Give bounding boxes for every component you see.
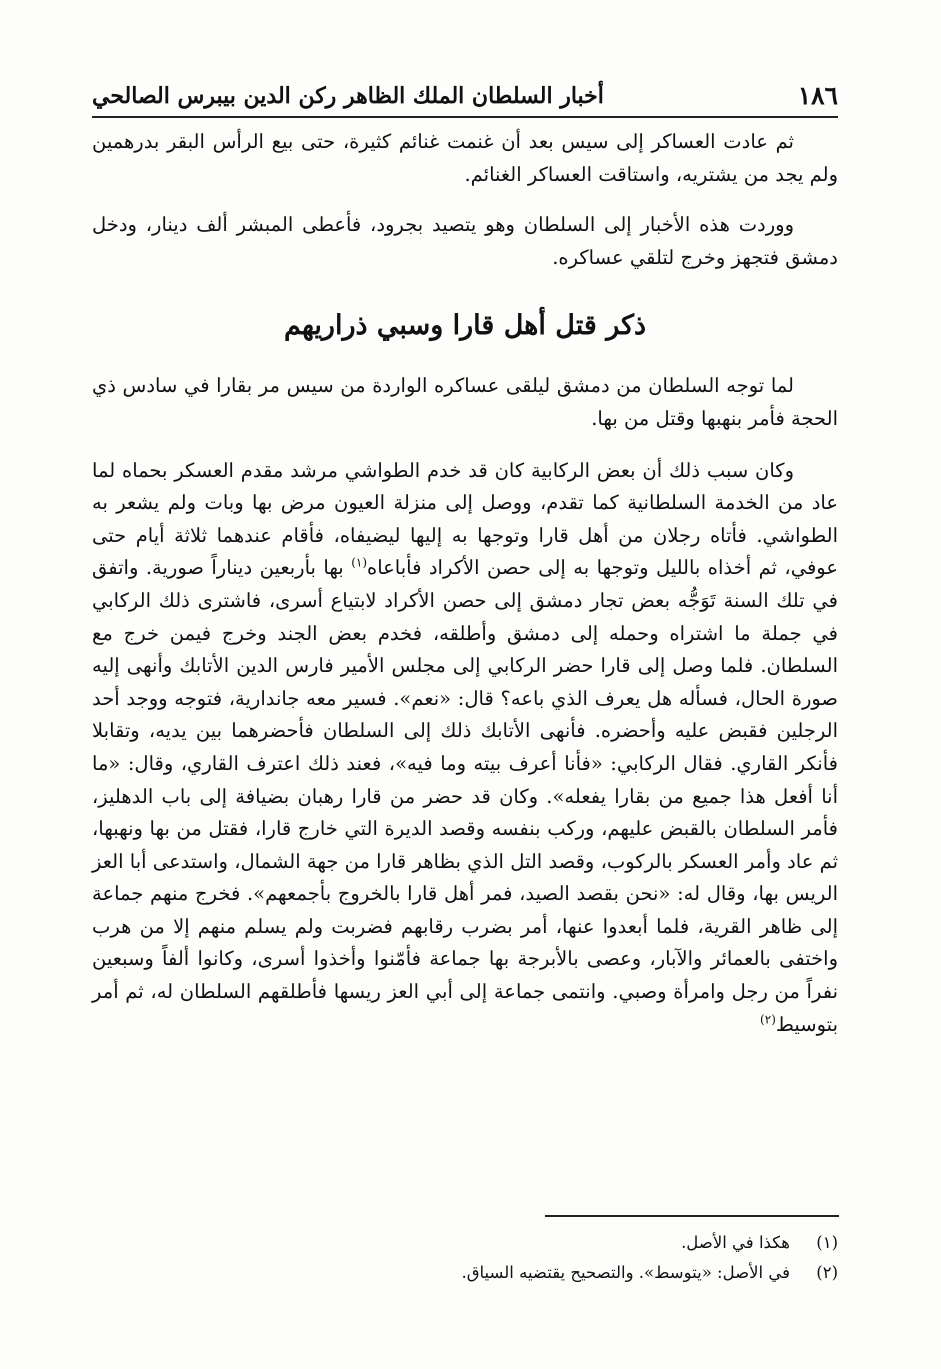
footnotes bbox=[300, 1228, 838, 1288]
paragraph bbox=[92, 126, 838, 191]
paragraph-text: بها بأربعين ديناراً صورية. واتفق في تلك السنة تَوَجُّه بعض تجار دمشق إلى حصن الأكراد لابتياع أسرى، فاشترى ذلك الركابي في جملة ما اشتراه وحمله إلى دمشق وأطلقه، فخدم بعض الجند وخرج فيمن خرج مع السلطان. فلما وصل إلى قارا حضر الركابي إلى مجلس الأمير فارس الدين الأتابك وأنهى إليه صورة الحال، فسأله هل يعرف الذي باعه؟ قال: «نعم». فسير معه جاندارية، فتوجه ووجد أحد الرجلين فقبض عليه وأحضره. فأنهى الأتابك ذلك إلى السلطان فأحضرهما بين يديه، وتقابلا فأنكر القاري. فقال الركابي: «فأنا أعرف بيته وما فيه»، فعند ذلك اعترف القاري، وقال: «ما أنا أفعل هذا جميع من بقارا يفعله». وكان قد حضر من قارا رهبان بضيافة إلى باب الدهليز، فأمر السلطان بالقبض عليهم، وركب بنفسه وقصد الديرة التي خارج قارا، فقتل من بها ونهبها، ثم عاد وأمر العسكر بالركوب، وقصد التل الذي بظاهر قارا من جهة الشمال، واستدعى أبا العز الريس بها، وقال له: «نحن بقصد الصيد، فمر أهل قارا بالخروج بأجمعهم». فخرج منهم جماعة إلى ظاهر القرية، فلما أبعدوا عنها، أمر بضرب رقابهم فضربت ولم يسلم منهم إلا من هرب واختفى بالعمائر والآبار، وعصى بالأبرجة بها جماعة فأمّنوا وأخذوا أسرى، وكانوا ألفاً وسبعين نفراً من رجل وامرأة وصبي. وانتمى جماعة إلى أبي العز ريسها فأطلقهم السلطان له، ثم أمر بتوسيط bbox=[92, 556, 838, 1036]
section-heading: ذكر قتل أهل قارا وسبي ذراريهم bbox=[284, 310, 646, 342]
footnote bbox=[300, 1228, 838, 1258]
paragraph bbox=[92, 370, 838, 435]
footnote bbox=[300, 1258, 838, 1288]
footnote-text: هكذا في الأصل. bbox=[681, 1233, 790, 1252]
footnote-number: (١) bbox=[816, 1233, 838, 1252]
paragraph bbox=[92, 455, 838, 1042]
running-title: أخبار السلطان الملك الظاهر ركن الدين بيبرس الصالحي bbox=[92, 83, 604, 109]
paragraph-text: ووردت هذه الأخبار إلى السلطان وهو يتصيد بجرود، فأعطى المبشر ألف دينار، ودخل دمشق فتجهز وخرج لتلقي عساكره. bbox=[92, 213, 838, 269]
footnote-ref: (١) bbox=[351, 555, 368, 570]
paragraph-text: ثم عادت العساكر إلى سيس بعد أن غنمت غنائم كثيرة، حتى بيع الرأس البقر بدرهمين ولم يجد من يشتريه، واستاقت العساكر الغنائم. bbox=[92, 130, 838, 186]
paragraph-text: وكان سبب ذلك أن بعض الركابية كان قد خدم الطواشي مرشد مقدم العسكر بحماه لما عاد من الخدمة السلطانية كما تقدم، ووصل إلى منزلة العيون مرض بها وبات ولم يشعر به الطواشي. فأتاه رجلان من أهل قارا وتوجها به إليها ليضيفاه، فأقام عندهما ثلاثة أيام حتى عوفي، ثم أخذاه بالليل وتوجها به إلى حصن الأكراد فأباعاه bbox=[92, 458, 838, 580]
footnote-number: (٢) bbox=[816, 1263, 838, 1282]
main-text bbox=[92, 126, 838, 1041]
footnote-ref: (٢) bbox=[760, 1012, 776, 1027]
running-header bbox=[92, 70, 838, 118]
footnote-text: في الأصل: «يتوسط». والتصحيح يقتضيه السياق. bbox=[461, 1263, 790, 1282]
paragraph-text: لما توجه السلطان من دمشق ليلقى عساكره الواردة من سيس مر بقارا في سادس ذي الحجة فأمر بنهبها وقتل من بها. bbox=[92, 374, 838, 430]
paragraph bbox=[92, 209, 838, 274]
footnote-divider bbox=[545, 1215, 839, 1217]
page-number: ١٨٦ bbox=[797, 81, 838, 110]
